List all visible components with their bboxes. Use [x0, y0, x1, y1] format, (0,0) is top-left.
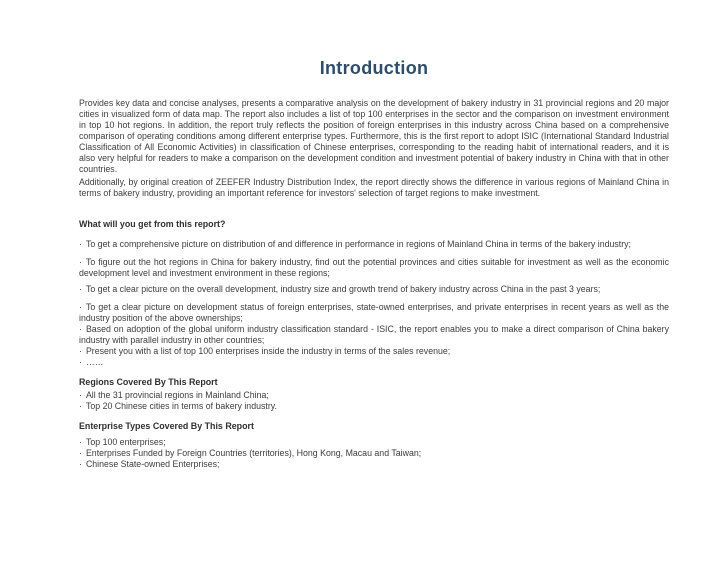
intro-paragraph-2: Additionally, by original creation of ZEEFER Industry Distribution Index, the report directly shows the difference in various regions of Mainland China in terms of bakery industry, providing an important reference for investors' selection of target regions to make investment. [79, 177, 669, 198]
bullet-marker: · [79, 437, 82, 447]
bullet-marker: · [79, 448, 82, 458]
bullet-text: Present you with a list of top 100 enterprises inside the industry in terms of the sales revenue; [85, 346, 451, 356]
bullet-text: Top 100 enterprises; [85, 437, 166, 447]
document-page [0, 56, 728, 571]
bullet-marker: · [79, 346, 82, 356]
bullet-item [79, 257, 669, 279]
bullet-marker: · [79, 257, 82, 267]
bullet-item [79, 459, 669, 470]
bullet-item [79, 401, 669, 412]
bullet-item [79, 390, 669, 401]
bullet-item [79, 346, 669, 357]
bullet-text: Based on adoption of the global uniform industry classification standard - ISIC, the report enables you to make a direct comparison of China bakery industry with parallel industry in other countries; [79, 324, 669, 345]
bullet-text: Chinese State-owned Enterprises; [85, 459, 220, 469]
intro-paragraph-1: Provides key data and concise analyses, presents a comparative analysis on the development of bakery industry in 31 provincial regions and 20 major cities in visualized form of data map. The report also includes a list of top 100 enterprises in the sector and the comparison on investment environment in top 10 hot regions. In addition, the report truly reflects the position of foreign enterprises in this industry across China based on a comprehensive comparison of operating conditions among different enterprise types. Furthermore, this is the first report to adopt ISIC (International Standard Industrial Classification of All Economic Activities) in classification of Chinese enterprises, corresponding to the reading habit of international readers, and it is also very helpful for readers to make a comparison on the development condition and investment potential of bakery industry in China with that in other countries. [79, 98, 669, 174]
bullet-item [79, 239, 669, 250]
page-title: Introduction [319, 58, 429, 78]
bullet-item [79, 437, 669, 448]
bullet-marker: · [79, 302, 82, 312]
bullet-item [79, 302, 669, 324]
bullet-item [79, 284, 669, 295]
bullet-marker: · [79, 357, 82, 367]
bullet-item [79, 448, 669, 459]
bullet-text: To get a clear picture on development status of foreign enterprises, state-owned enterprises, and private enterprises in recent years as well as the industry position of the above ownerships; [79, 302, 669, 323]
bullet-marker: · [79, 390, 82, 400]
bullet-marker: · [79, 459, 82, 469]
section-heading-regions-covered: Regions Covered By This Report [79, 377, 218, 387]
bullet-text: Top 20 Chinese cities in terms of bakery industry. [85, 401, 277, 411]
section-heading-enterprise-types: Enterprise Types Covered By This Report [79, 421, 254, 431]
bullet-item-ellipsis [79, 357, 669, 368]
bullet-text: All the 31 provincial regions in Mainland China; [85, 390, 269, 400]
bullet-text: …… [85, 357, 104, 367]
section-heading-what-you-get: What will you get from this report? [79, 219, 226, 229]
bullet-text: Enterprises Funded by Foreign Countries (territories), Hong Kong, Macau and Taiwan; [85, 448, 422, 458]
bullet-marker: · [79, 239, 82, 249]
bullet-text: To get a comprehensive picture on distribution of and difference in performance in regions of Mainland China in terms of the bakery industry; [85, 239, 631, 249]
bullet-item [79, 324, 669, 346]
bullet-text: To get a clear picture on the overall development, industry size and growth trend of bakery industry across China in the past 3 years; [85, 284, 601, 294]
bullet-marker: · [79, 284, 82, 294]
bullet-marker: · [79, 401, 82, 411]
bullet-text: To figure out the hot regions in China for bakery industry, find out the potential provinces and cities suitable for investment as well as the economic development level and investment environment in these regions; [79, 257, 669, 278]
bullet-marker: · [79, 324, 82, 334]
